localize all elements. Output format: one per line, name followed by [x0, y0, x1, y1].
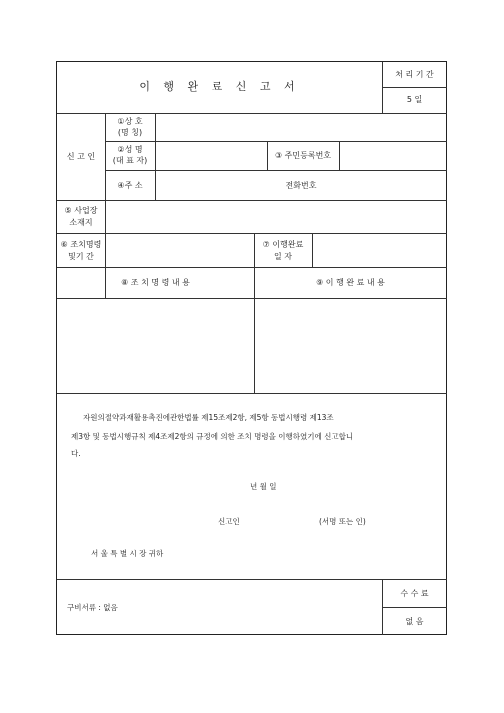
rule: [57, 267, 447, 268]
representative-label: ②성 명: [117, 145, 143, 154]
processing-period-value: 5 일: [406, 95, 423, 104]
addressee: 서 울 특 별 시 장 귀하: [91, 549, 164, 558]
reporter-label: 신 고 인: [66, 152, 96, 161]
rule: [382, 87, 447, 88]
signature-note: (서명 또는 인): [319, 517, 366, 526]
completion-date-label: ⑦ 이행완료: [262, 240, 304, 249]
date-line: 년 월 일: [250, 482, 277, 491]
order-date-label: ⑥ 조치명령: [60, 240, 102, 249]
completion-date-sublabel: 일 자: [274, 252, 292, 261]
signer-label: 신고인: [218, 517, 240, 526]
fee-value: 없 음: [405, 617, 424, 626]
rule: [105, 170, 447, 171]
address-label: ④주 소: [117, 181, 143, 190]
rule: [312, 233, 313, 267]
company-name-sublabel: (명 칭): [117, 128, 143, 137]
rule: [105, 113, 106, 298]
documents-label: 구비서류 : 없음: [67, 603, 118, 612]
company-name-label: ①상 호: [117, 117, 143, 126]
statement-line-3: 다.: [71, 449, 81, 458]
resident-number-label: ③ 주민등록번호: [274, 151, 332, 160]
rule: [57, 393, 447, 394]
workplace-label: ⑤ 사업장: [64, 206, 98, 215]
workplace-sublabel: 소재지: [69, 218, 93, 227]
report-form: [56, 61, 447, 635]
statement-line-1: 자원의절약과재활용촉진에관한법률 제15조제2항, 제5항 동법시행령 제13조: [83, 413, 334, 422]
order-date-sublabel: 및기 간: [68, 252, 94, 261]
rule: [57, 113, 447, 114]
order-content-label: ⑧ 조 치 명 령 내 용: [121, 278, 190, 287]
rule: [57, 579, 447, 580]
phone-label: 전화번호: [285, 181, 317, 190]
rule: [57, 233, 447, 234]
fee-label: 수 수 료: [400, 589, 429, 598]
rule: [339, 141, 340, 170]
form-title: 이 행 완 료 신 고 서: [139, 80, 300, 93]
rule: [57, 200, 447, 201]
statement-line-2: 제3항 및 동법시행규칙 제4조제2항의 규정에 의한 조치 명령을 이행하였기에 신고합니: [71, 432, 354, 441]
rule: [382, 607, 447, 608]
representative-sublabel: (대 표 자): [112, 156, 148, 165]
completion-content-label: ⑨ 이 행 완 료 내 용: [316, 278, 385, 287]
rule: [57, 298, 447, 299]
processing-period-label: 처 리 기 간: [395, 70, 434, 79]
rule: [105, 141, 447, 142]
